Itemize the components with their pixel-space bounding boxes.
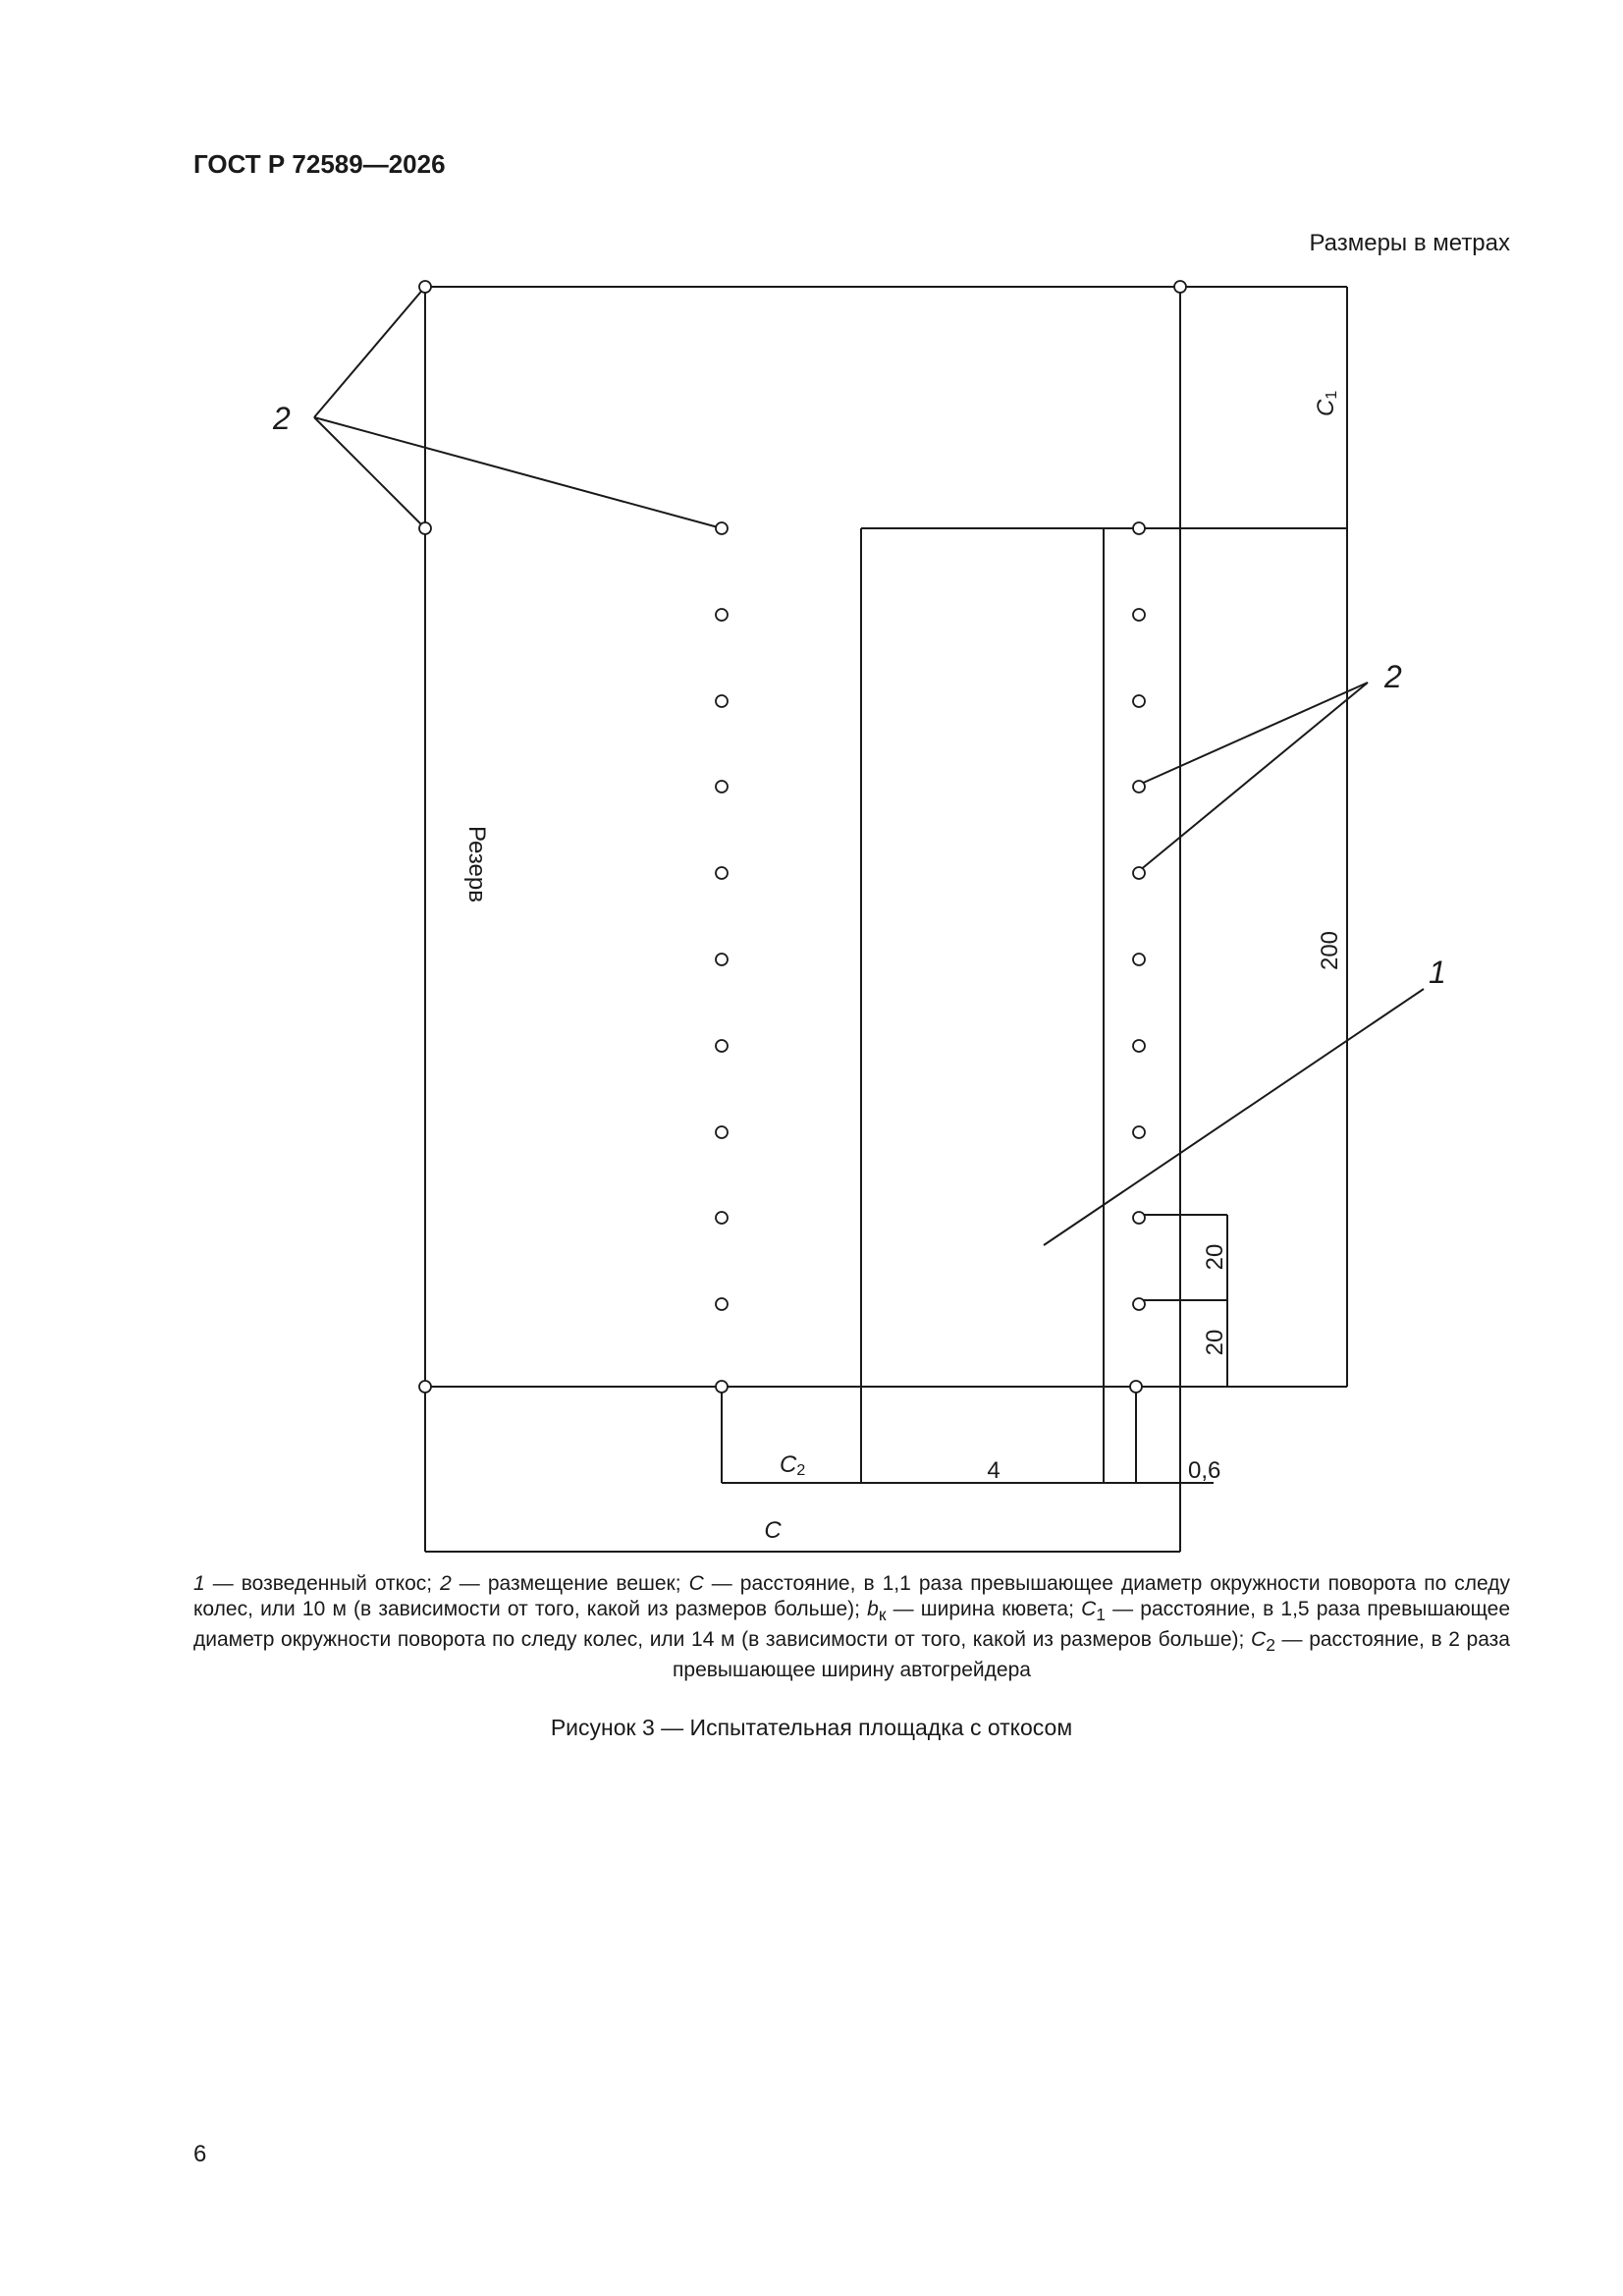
- leader-2d: [1139, 683, 1368, 785]
- stake-marker: [1133, 954, 1145, 965]
- stake-marker: [716, 1126, 728, 1138]
- units-note: Размеры в метрах: [1309, 230, 1510, 256]
- stake-marker: [419, 1381, 431, 1393]
- leader-2b: [314, 417, 425, 528]
- stake-marker: [419, 281, 431, 293]
- stake-marker: [716, 695, 728, 707]
- stake-marker: [1133, 867, 1145, 879]
- stake-marker: [1133, 1126, 1145, 1138]
- document-code: ГОСТ Р 72589—2026: [193, 149, 446, 179]
- stake-marker: [1133, 1040, 1145, 1052]
- stake-marker: [1133, 522, 1145, 534]
- stake-marker: [1133, 609, 1145, 621]
- stake-marker: [716, 781, 728, 793]
- stake-marker: [1133, 1212, 1145, 1224]
- dim-c2: C2: [780, 1451, 806, 1479]
- figure-caption: Рисунок 3 — Испытательная площадка с откосом: [550, 1715, 1073, 1740]
- reserve-label: Резерв: [463, 826, 490, 902]
- dim-c: C: [764, 1517, 782, 1544]
- leader-2e: [1139, 683, 1368, 871]
- stake-marker: [1133, 1298, 1145, 1310]
- dim-4: 4: [987, 1457, 1001, 1484]
- stake-marker: [1133, 695, 1145, 707]
- callout-2-left: 2: [273, 401, 291, 436]
- dim-c1: C1: [1313, 390, 1340, 416]
- stake-marker: [419, 522, 431, 534]
- leader-2a: [314, 287, 425, 417]
- stake-marker: [1130, 1381, 1142, 1393]
- stake-marker: [716, 867, 728, 879]
- page-number: 6: [193, 2141, 207, 2167]
- stake-marker: [1133, 781, 1145, 793]
- callout-1: 1: [1429, 955, 1446, 990]
- stake-marker: [716, 1212, 728, 1224]
- stake-marker: [1174, 281, 1186, 293]
- stake-marker: [716, 1040, 728, 1052]
- leader-2c: [314, 417, 722, 528]
- stake-marker: [716, 1298, 728, 1310]
- callout-2-right: 2: [1384, 659, 1402, 694]
- stake-marker: [716, 1381, 728, 1393]
- stake-marker: [716, 954, 728, 965]
- stake-marker: [716, 609, 728, 621]
- dim-0-6: 0,6: [1188, 1457, 1221, 1484]
- dim-200: 200: [1317, 930, 1343, 971]
- dim-20-upper: 20: [1202, 1243, 1228, 1271]
- leader-1: [1044, 989, 1424, 1245]
- stake-marker: [716, 522, 728, 534]
- dim-20-lower: 20: [1202, 1329, 1228, 1356]
- figure-legend: 1 — возведенный откос; 2 — размещение вешек; C — расстояние, в 1,1 раза превышающее диаметр окружности поворота по следу колес, или 10 м (в зависимости от того, какой из размеров больше); $b_к$ — ширина кювета; $C_1$ — расстояние, в 1,5 раза превышающее диаметр окружности поворота по следу колес, или 14 м (в зависимости от того, какой из размеров больше); $C_2$ — расстояние, в 2 раза превышающее ширину автогрейдера: [193, 1572, 1510, 1682]
